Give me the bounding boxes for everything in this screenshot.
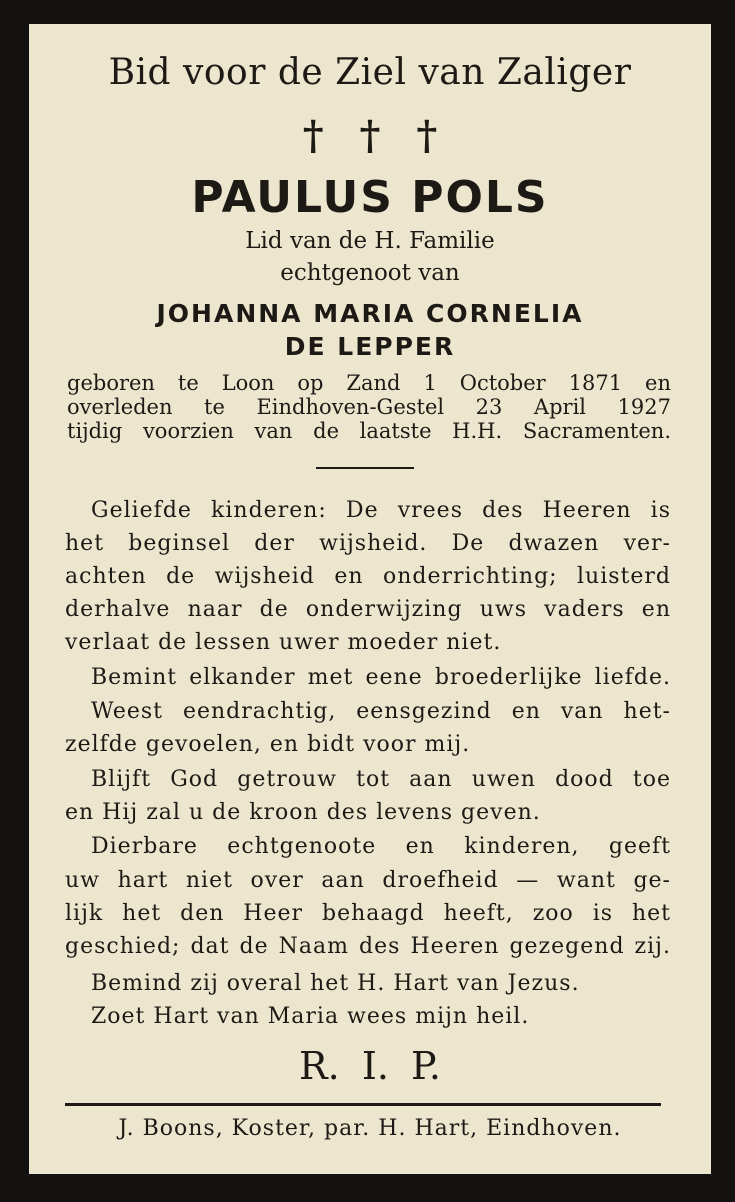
verse-line: Zoet Hart van Maria wees mijn heil. (91, 1004, 530, 1029)
footer-divider (65, 1103, 661, 1106)
verse-line: zelfde gevoelen, en bidt voor mij. (65, 732, 471, 757)
verse-line: Bemind zij overal het H. Hart van Jezus. (91, 971, 580, 996)
short-divider (316, 467, 414, 469)
spouse-name-line-2: DE LEPPER (284, 332, 456, 361)
deceased-name: PAULUS POLS (191, 172, 549, 223)
relation-text: echtgenoot van (280, 260, 460, 286)
verse-line: Blijft God getrouw tot aan uwen dood toe (91, 767, 671, 792)
verse-line: uw hart niet over aan droefheid — want ge- (65, 868, 671, 893)
biography-line: geboren te Loon op Zand 1 October 1871 en (67, 371, 671, 395)
printer-credit: J. Boons, Koster, par. H. Hart, Eindhoven. (118, 1116, 622, 1141)
verse-line: derhalve naar de onderwijzing uws vaders en (65, 597, 671, 622)
verse-line: en Hij zal u de kroon des levens geven. (65, 800, 541, 825)
spouse-name-line-1: JOHANNA MARIA CORNELIA (156, 299, 584, 328)
verse-line: lijk het den Heer behaagd heeft, zoo is het (65, 901, 671, 926)
membership-text: Lid van de H. Familie (245, 228, 495, 254)
prayer-header: Bid voor de Ziel van Zaliger (108, 52, 632, 93)
biography-line: tijdig voorzien van de laatste H.H. Sacramenten. (67, 419, 671, 443)
verse-line: Geliefde kinderen: De vrees des Heeren is (91, 498, 671, 523)
crosses-icon: † † † (302, 112, 438, 159)
verse-line: achten de wijsheid en onderrichting; luisterd (65, 564, 671, 589)
verse-line: geschied; dat de Naam des Heeren gezegend zij. (65, 934, 671, 959)
verse-line: het beginsel der wijsheid. De dwazen ver- (65, 531, 671, 556)
biography-line: overleden te Eindhoven-Gestel 23 April 1927 (67, 395, 671, 419)
memorial-card (29, 24, 711, 1174)
rip-closing: R. I. P. (299, 1044, 441, 1088)
verse-line: Dierbare echtgenoote en kinderen, geeft (91, 834, 671, 859)
verse-line: Weest eendrachtig, eensgezind en van het- (91, 699, 671, 724)
verse-line: Bemint elkander met eene broederlijke liefde. (91, 665, 671, 690)
verse-line: verlaat de lessen uwer moeder niet. (65, 630, 502, 655)
